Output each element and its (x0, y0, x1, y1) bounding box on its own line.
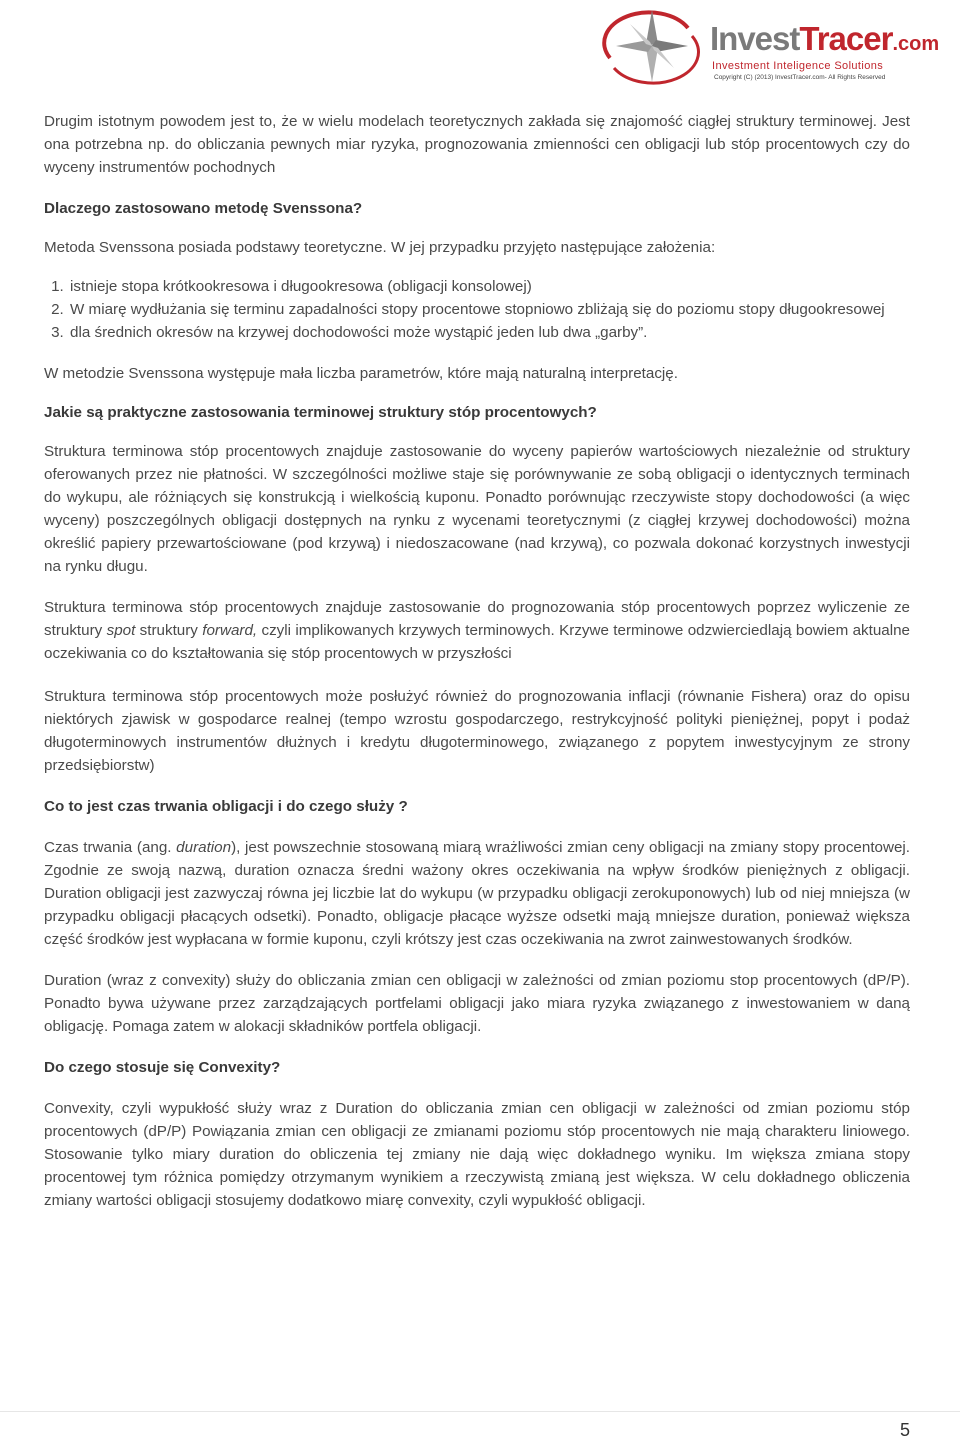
paragraph: Struktura terminowa stóp procentowych znajduje zastosowanie do wyceny papierów wartościowych niezależnie od struktury oferowanych przez nie płatności. W szczególności możliwe staje się porównywanie ze sobą obligacji o identycznych terminach do wykupu, ale różniących się konstrukcją i wielkością kuponu. Ponadto porównując rzeczywiste stopy dochodowości (a więc wyceny) poszczególnych obligacji dostępnych na rynku z wycenami teoretycznymi (z ciągłej krzywej dochodowości) można określić papiery przewartościowane (pod krzywą) i niedoszacowane (nad krzywą), co pozwala dokonać korzystnych inwestycji na rynku długu. (44, 443, 910, 575)
paragraph: W metodzie Svenssona występuje mała liczba parametrów, które mają naturalną interpretację. (44, 365, 678, 382)
list-item: 2. W miarę wydłużania się terminu zapadalności stopy procentowe stopniowo zbliżają się do poziomu stopy długookresowej (68, 298, 910, 321)
page-number: 5 (899, 1420, 910, 1440)
section-heading: Dlaczego zastosowano metodę Svenssona? (44, 200, 363, 217)
compass-rose-icon (592, 6, 712, 86)
section-heading: Jakie są praktyczne zastosowania terminowej struktury stóp procentowych? (44, 404, 597, 421)
section-heading: Do czego stosuje się Convexity? (44, 1059, 281, 1076)
document-body (44, 110, 910, 1212)
footer-divider (0, 1411, 960, 1412)
list-item: 1. istnieje stopa krótkookresowa i długookresowa (obligacji konsolowej) (68, 275, 910, 298)
paragraph: Czas trwania (ang. duration), jest powszechnie stosowaną miarą wrażliwości zmian ceny obligacji na zmiany stopy procentowej. Zgodnie ze swoją nazwą, duration oznacza średni ważony okres oczekiwania na wpływ środków pieniężnych z obligacji. Duration obligacji jest zazwyczaj równa jej liczbie lat do wykupu (w przypadku obligacji zerokuponowych) lub od niej mniejsza (w przypadku obligacji płacących odsetki). Ponadto, obligacje płacące wyższe odsetki mają mniejsze duration, ponieważ większa część środków jest wypłacana w formie kuponu, czyli krótszy jest czas oczekiwania na zwrot zainwestowanych środków. (44, 839, 910, 948)
copyright-text: Copyright (C) (2013) InvestTracer.com- All Rights Reserved (714, 74, 886, 81)
paragraph: Struktura terminowa stóp procentowych znajduje zastosowanie do prognozowania stóp procentowych poprzez wyliczenie ze struktury spot struktury forward, czyli implikowanych krzywych terminowych. Krzywe terminowe odzwierciedlają bowiem aktualne oczekiwania co do kształtowania się stóp procentowych w przyszłości (44, 599, 910, 662)
paragraph: Duration (wraz z convexity) służy do obliczania zmian cen obligacji w zależności od zmian poziomu stop procentowych (dP/P). Ponadto bywa używane przez zarządzających portfelami obligacji jako miara ryzyka związanego z inwestowaniem w daną obligację. Pomaga zatem w alokacji składników portfela obligacji. (44, 972, 910, 1035)
paragraph: Convexity, czyli wypukłość służy wraz z Duration do obliczania zmian cen obligacji w zależności od zmian poziomu stóp procentowych (dP/P) Powiązania zmian cen obligacji ze zmianami poziomu stóp procentowych nie mają charakteru liniowego. Stosowanie tylko miary duration do obliczenia tej zmiany nie dają więc dokładnego wyniku. Im większa zmiana stopy procentowej tym różnica pomiędzy otrzymanym wynikiem a rzeczywistą zmianą jest większa. W celu dokładnego obliczenia zmiany wartości obligacji stosujemy dodatkowo miarę convexity, czyli wypukłość obligacji. (44, 1100, 910, 1209)
paragraph: Drugim istotnym powodem jest to, że w wielu modelach teoretycznych zakłada się znajomość ciągłej struktury terminowej. Jest ona potrzebna np. do obliczania pewnych miar ryzyka, prognozowania zmienności cen obligacji lub stóp procentowych czy do wyceny instrumentów pochodnych (44, 113, 910, 176)
section-heading: Co to jest czas trwania obligacji i do czego służy ? (44, 798, 408, 815)
paragraph: Struktura terminowa stóp procentowych może posłużyć również do prognozowania inflacji (równanie Fishera) oraz do opisu niektórych zjawisk w gospodarce realnej (tempo wzrostu gospodarczego, restrykcyjność polityki pieniężnej, popyt i podaż długoterminowych instrumentów dłużnych i kredytu długoterminowego, związanego z popytem inwestycyjnym ze strony przedsiębiorstw) (44, 688, 910, 774)
investtracer-logo (592, 6, 940, 86)
list-item: 3. dla średnich okresów na krzywej dochodowości może wystąpić jeden lub dwa „garby”. (68, 321, 910, 344)
brand-name: InvestTracer.com (710, 20, 940, 57)
paragraph: Metoda Svenssona posiada podstawy teoretyczne. W jej przypadku przyjęto następujące założenia: (44, 239, 716, 256)
brand-tagline: Investment Inteligence Solutions (712, 60, 884, 72)
assumption-list (44, 275, 910, 344)
